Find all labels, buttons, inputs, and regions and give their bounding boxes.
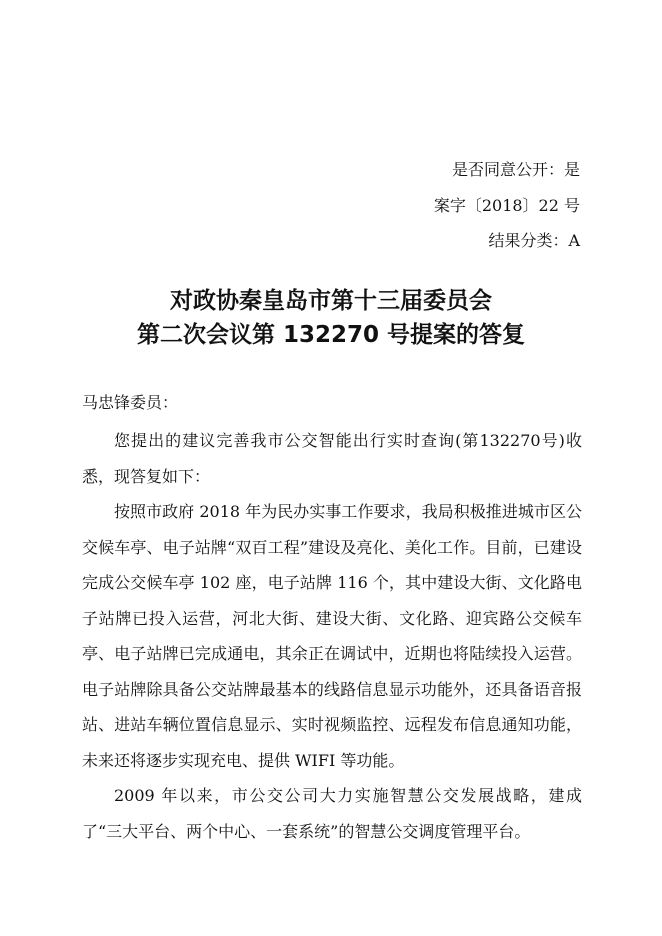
paragraph-bus-stop-project: 按照市政府 2018 年为民办实事工作要求，我局积极推进城市区公交候车亭、电子站牌“双百工程”建设及亮化、美化工作。目前，已建设完成公交候车亭 102 座，电子站牌 116 个，其中建设大街、文化路电子站牌已投入运营，河北大街、建设大街、文化路、迎宾路公交候车亭、电子站牌已完成通电，其余正在调试中，近期也将陆续投入运营。电子站牌除具备公交站牌最基本的线路信息显示功能外，还具备语音报站、进站车辆位置信息显示、实时视频监控、远程发布信息通知功能，未来还将逐步实现充电、提供 WIFI 等功能。 xyxy=(82,502,582,770)
case-number: 案字〔2018〕22 号 xyxy=(433,196,580,215)
paragraph-acknowledgement: 您提出的建议完善我市公交智能出行实时查询(第132270号)收悉，现答复如下： xyxy=(82,431,582,486)
disclosure-status: 是否同意公开：是 xyxy=(451,160,580,179)
paragraph-smart-transit: 2009 年以来，市公交公司大力实施智慧公交发展战略，建成了“三大平台、两个中心、一套系统”的智慧公交调度管理平台。 xyxy=(82,786,582,841)
salutation: 马忠锋委员： xyxy=(82,393,179,412)
result-classification: 结果分类：A xyxy=(488,231,580,250)
document-title-line-2: 第二次会议第 132270 号提案的答复 xyxy=(136,322,526,348)
reply-body xyxy=(82,423,582,849)
document-title-line-1: 对政协秦皇岛市第十三届委员会 xyxy=(170,288,492,314)
